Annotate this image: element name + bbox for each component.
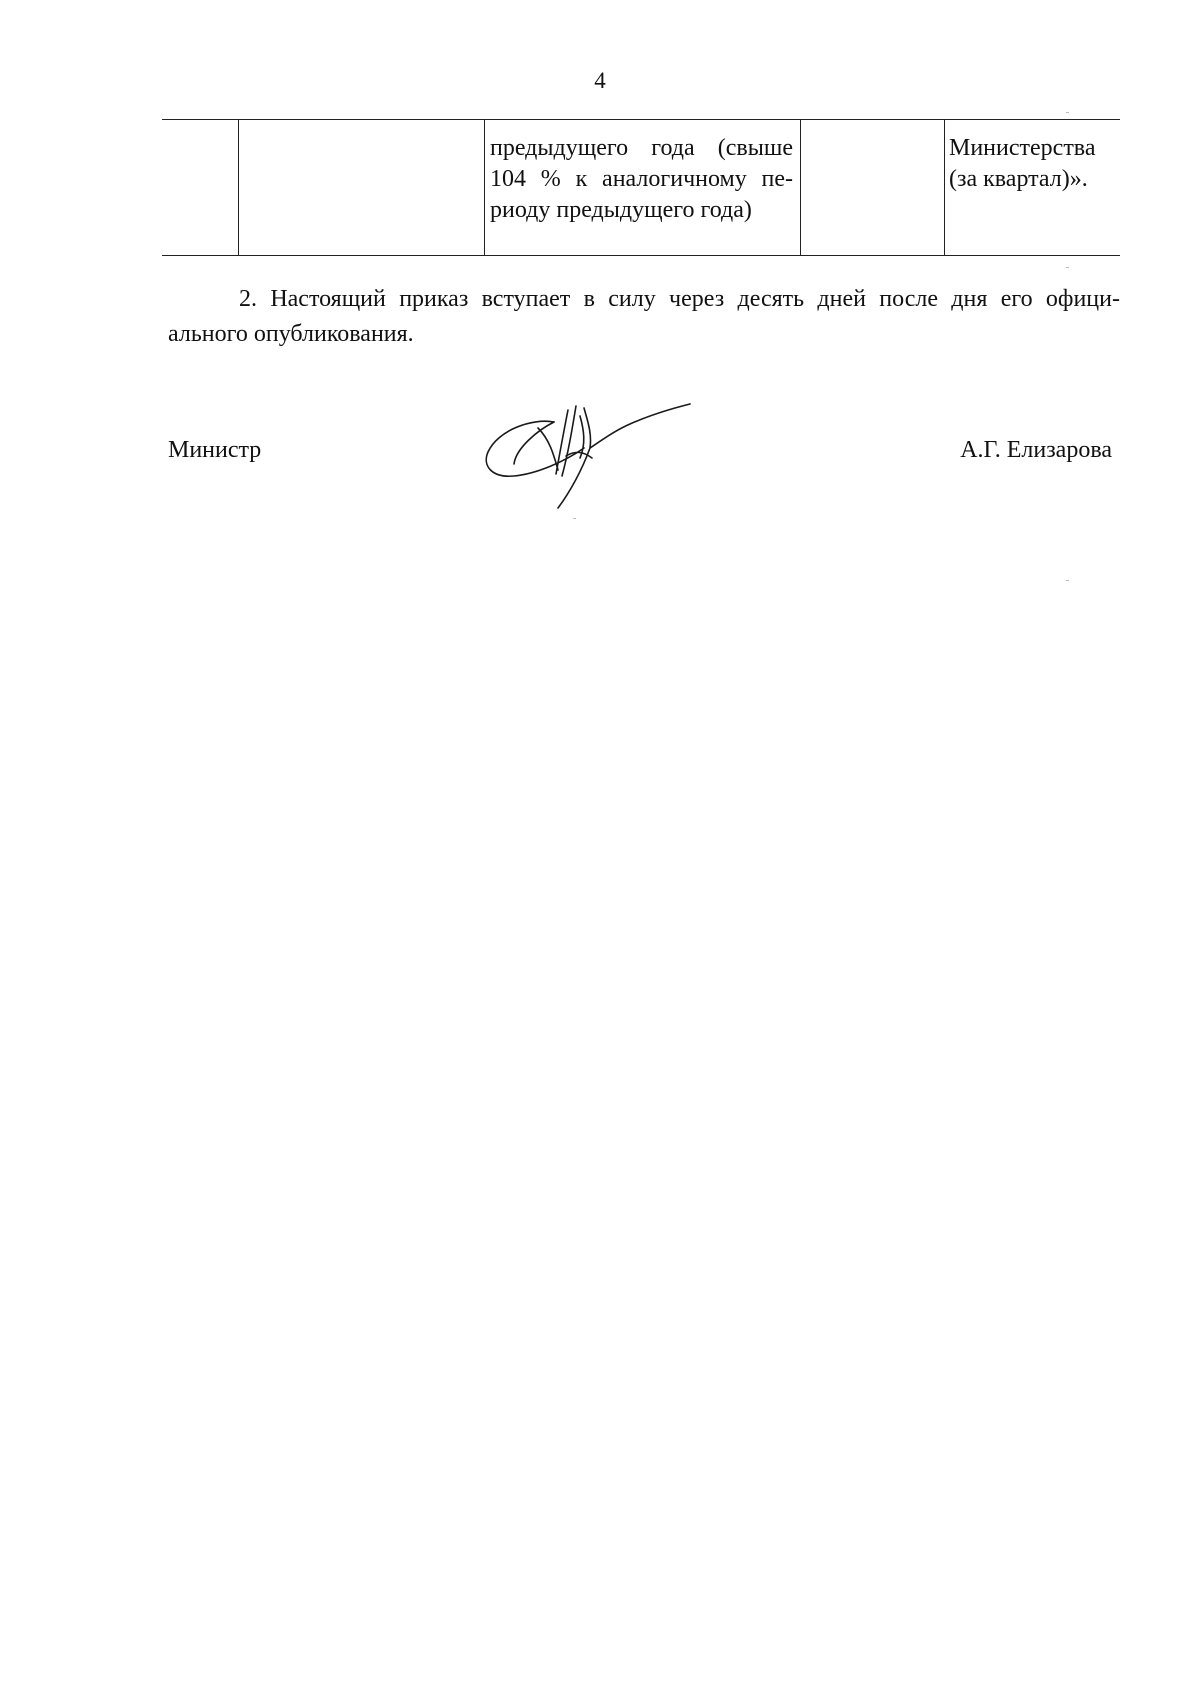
table-cell-line: риоду предыдущего года) [490,197,752,223]
scan-speck [1066,112,1069,113]
handwritten-signature-icon [480,400,700,510]
effective-date-paragraph [168,282,1120,352]
table-column-divider [484,120,485,255]
table-column-divider [800,120,801,255]
scan-speck [1066,267,1069,268]
paragraph-line: 2. Настоящий приказ вступает в силу через десять дней после дня его офици- [239,286,1120,312]
page-number: 4 [594,68,606,93]
table-cell-line: (за квартал)». [949,166,1088,192]
table-cell-line: 104 % к аналогичному пе- [490,166,793,192]
paragraph-line: ального опубликования. [168,321,414,347]
table-continuation [162,119,1120,256]
table-cell-source [949,133,1129,195]
scan-speck [573,518,576,519]
table-cell-condition [490,133,793,226]
signatory-name: А.Г. Елизарова [960,437,1112,463]
scan-speck [1066,580,1069,581]
table-column-divider [238,120,239,255]
signatory-position: Министр [168,437,262,463]
table-cell-line: предыдущего года (свыше [490,135,793,161]
table-cell-line: Министерства [949,135,1096,161]
table-column-divider [944,120,945,255]
